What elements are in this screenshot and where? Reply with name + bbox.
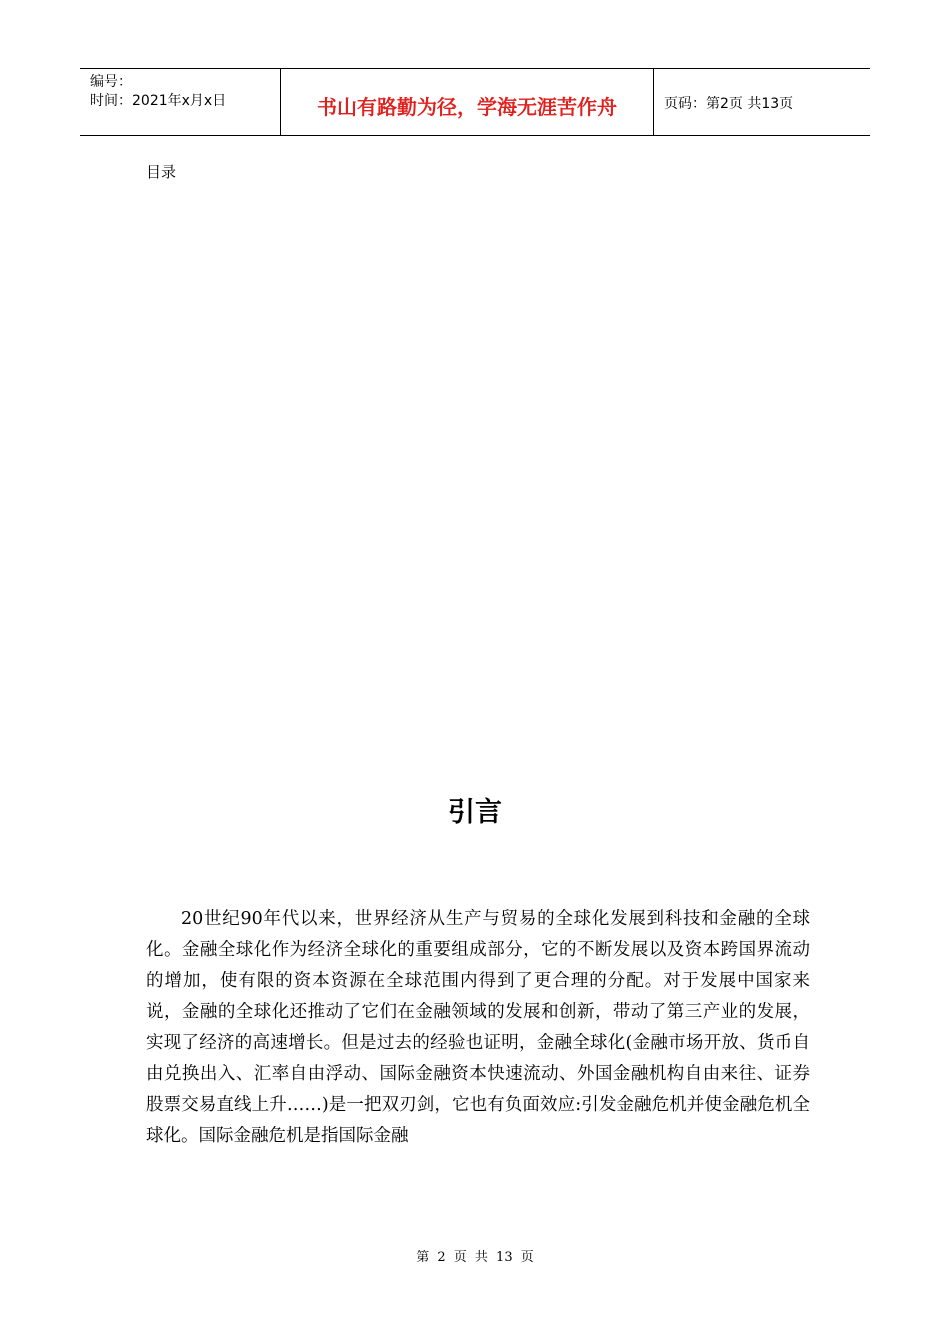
header-left-cell	[80, 69, 281, 135]
page-header	[80, 68, 870, 136]
body-paragraph: 20世纪90年代以来，世界经济从生产与贸易的全球化发展到科技和金融的全球化。金融全球化作为经济全球化的重要组成部分，它的不断发展以及资本跨国界流动的增加，使有限的资本资源在全球范围内得到了更合理的分配。对于发展中国家来说，金融的全球化还推动了它们在金融领域的发展和创新，带动了第三产业的发展，实现了经济的高速增长。但是过去的经验也证明，金融全球化(金融市场开放、货币自由兑换出入、汇率自由浮动、国际金融资本快速流动、外国金融机构自由来往、证券股票交易直线上升……)是一把双刃剑，它也有负面效应:引发金融危机并使金融危机全球化。国际金融危机是指国际金融	[146, 909, 810, 1146]
section-title: 引言	[448, 797, 502, 828]
header-page-info: 页码：第2页 共13页	[664, 96, 794, 112]
header-motto: 书山有路勤为径，学海无涯苦作舟	[281, 69, 654, 135]
page-footer: 第 2 页 共 13 页	[416, 1250, 534, 1265]
serial-number-label: 编号：	[90, 74, 132, 90]
section-body	[146, 904, 810, 1152]
time-label: 时间：2021年x月x日	[90, 93, 227, 109]
toc-label: 目录	[146, 163, 177, 181]
